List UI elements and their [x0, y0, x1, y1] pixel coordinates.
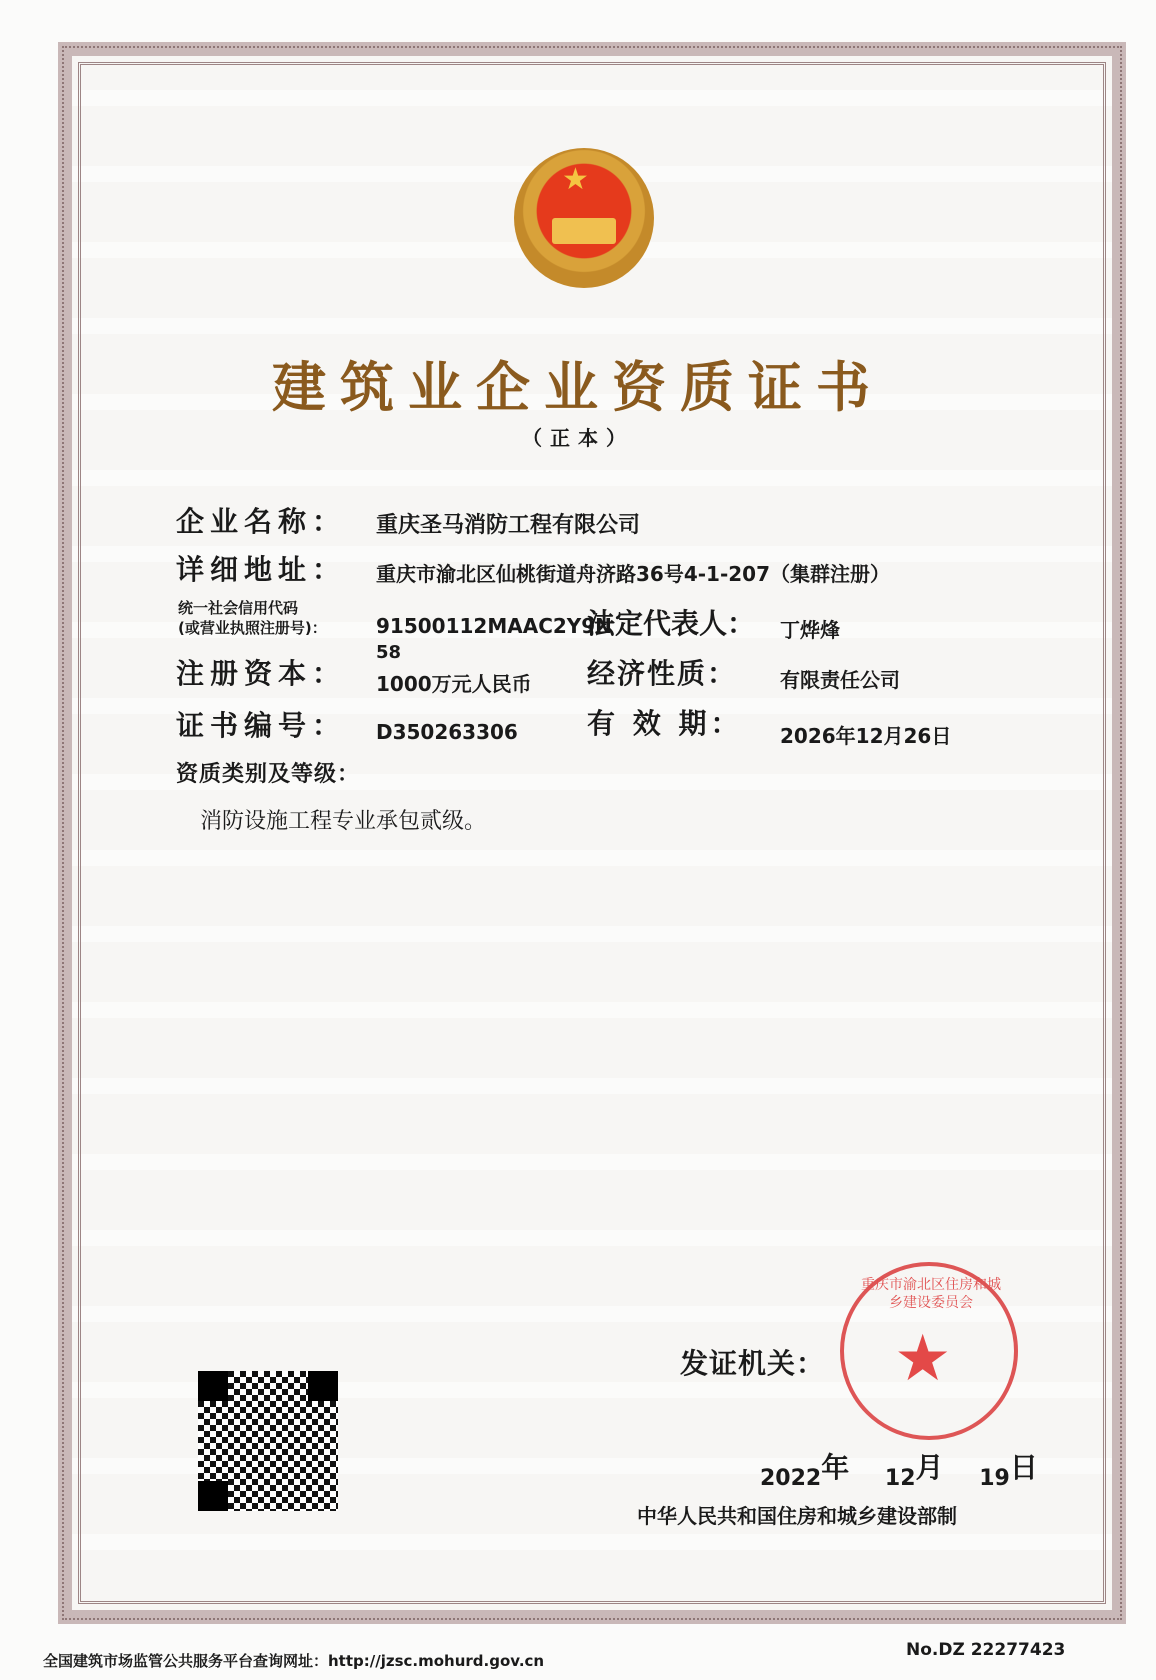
address-label: 详细地址： [176, 553, 347, 586]
seal-text: 重庆市渝北区住房和城乡建设委员会 [861, 1277, 1001, 1311]
month-unit: 月 [915, 1451, 944, 1484]
credit-label-line2: (或营业执照注册号)： [178, 619, 327, 637]
legal-rep-label: 法定代表人： [587, 607, 756, 640]
official-seal [840, 1262, 1018, 1440]
national-emblem-icon: ★ [514, 148, 654, 288]
valid-label: 有 效 期： [587, 707, 743, 740]
issuer-label: 发证机关： [680, 1347, 826, 1380]
credit-label-line1: 统一社会信用代码 [178, 599, 299, 617]
legal-rep-value: 丁烨烽 [780, 618, 840, 642]
issue-month: 12 [884, 1466, 916, 1491]
issue-date [760, 1446, 1038, 1491]
nature-label: 经济性质： [587, 657, 738, 690]
certificate-subtitle: （正本） [522, 426, 634, 450]
query-url-text: 全国建筑市场监管公共服务平台查询网址：http://jzsc.mohurd.gov.cn [43, 1652, 545, 1670]
company-value: 重庆圣马消防工程有限公司 [376, 513, 641, 538]
day-unit: 日 [1009, 1451, 1038, 1484]
star-icon: ★ [894, 1322, 952, 1396]
cert-no-label: 证书编号： [176, 709, 347, 742]
issue-day: 19 [979, 1466, 1010, 1491]
credit-value: 91500112MAAC2Y9N [376, 614, 612, 638]
printer-text: 中华人民共和国住房和城乡建设部制 [637, 1504, 957, 1528]
company-label: 企业名称： [176, 505, 347, 538]
year-unit: 年 [821, 1451, 850, 1484]
cert-no-value: D350263306 [376, 720, 518, 744]
qualification-value: 消防设施工程专业承包贰级。 [200, 809, 487, 834]
valid-value: 2026年12月26日 [780, 724, 952, 748]
certificate-title: 建筑业企业资质证书 [272, 355, 884, 419]
nature-value: 有限责任公司 [780, 668, 900, 692]
address-value: 重庆市渝北区仙桃街道舟济路36号4-1-207（集群注册） [376, 562, 891, 586]
qualification-label: 资质类别及等级： [176, 762, 361, 787]
capital-value: 1000万元人民币 [376, 672, 532, 696]
capital-note: 58 [376, 642, 402, 663]
capital-label: 注册资本： [176, 657, 347, 690]
qr-code[interactable] [198, 1371, 338, 1511]
serial-number: No.DZ 22277423 [906, 1640, 1066, 1660]
issue-year: 2022 [760, 1466, 822, 1491]
